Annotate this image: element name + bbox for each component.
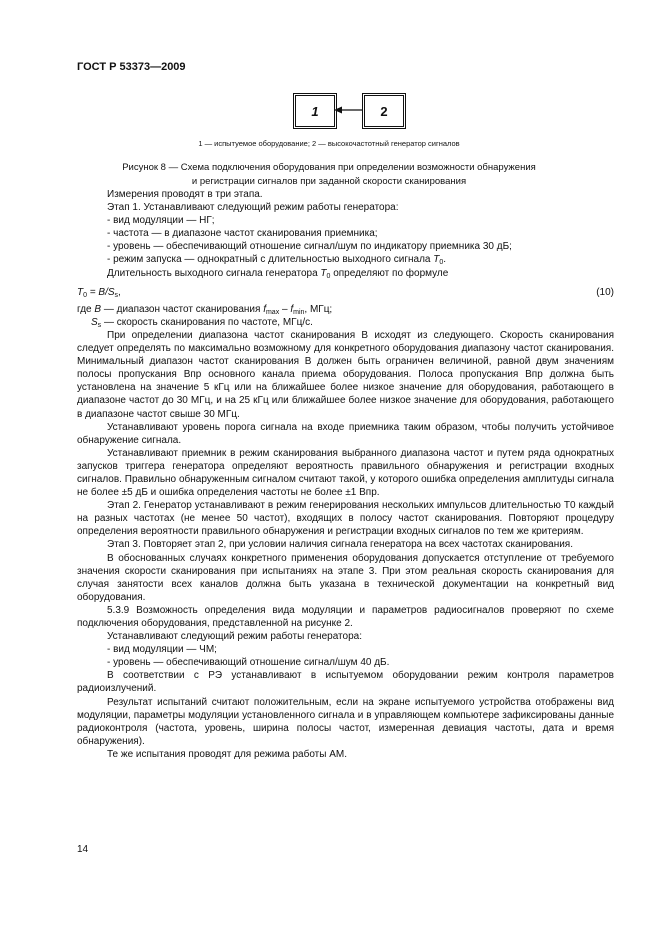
paragraph: Этап 2. Генератор устанавливают в режим генерирования нескольких импульсов длительностью T0 каждый на разных частотах (не менее 50 частот), входящих в полосу частот сканирования. Повторяют процедуру определения вероятности правильного обнаружения и регистрации входных сигналов по тем же критериям. [77, 500, 614, 538]
list-item: - режим запуска — однократный с длительностью выходного сигнала $T_0$. [107, 254, 447, 267]
paragraph: Устанавливают уровень порога сигнала на входе приемника таким образом, чтобы получить устойчивое обнаружение сигнала. [77, 421, 614, 446]
paragraph: Этап 3. Повторяет этап 2, при условии наличия сигнала генератора на всех частотах сканирования. [107, 539, 573, 551]
list-item: - уровень — обеспечивающий отношение сигнал/шум 40 дБ. [107, 657, 390, 669]
figure-caption-line-2: и регистрации сигналов при заданной скорости сканирования [191, 176, 467, 187]
paragraph: В соответствии с РЭ устанавливают в испытуемом оборудовании режим контроля параметров радиоизлучений. [77, 670, 614, 695]
paragraph: Результат испытаний считают положительным, если на экране испытуемого устройства отображены вид модуляции, параметры модуляции установленного сигнала и в управляющем компьютере зафиксированы данные радиоконтроля (частота, уровень, ширина полосы частот, измеренная девиация частоты, дата и время обнаружения). [77, 696, 614, 747]
body-text [77, 188, 614, 761]
equipment-under-test-box [293, 93, 337, 129]
paragraph: 5.3.9 Возможность определения вида модуляции и параметров радиосигналов проверяют по схеме подключения оборудования, представленной на рисунке 2. [77, 604, 614, 629]
paragraph: Длительность выходного сигнала генератора $T_0$ определяют по формуле [107, 267, 449, 280]
diagram-legend: 1 — испытуемое оборудование; 2 — высокочастотный генератор сигналов [198, 139, 460, 148]
figure-caption-line-1: Рисунок 8 — Схема подключения оборудования при определении возможности обнаружения [122, 162, 536, 173]
list-item: - уровень — обеспечивающий отношение сигнал/шум по индикатору приемника 30 дБ; [107, 241, 512, 253]
paragraph: При определении диапазона частот сканирования B исходят из следующего. Скорость сканирования следует определять по максимально возможному для конкретного оборудования диапазону частот сканирования. Минимальный диапазон частот сканирования B должен быть ограничен величиной, равной двум значениям полосы пропускания Bпр основного канала приема оборудования. Полоса пропускания Bпр должна быть установлена на значение 5 кГц или на ближайшее более низкое значение для оборудования, работающего в диапазоне частот до 30 МГц, и на 25 кГц или ближайшее более низкое значение для оборудования, работающего в диапазоне частот свыше 30 МГц. [77, 329, 614, 420]
paragraph: Устанавливают приемник в режим сканирования выбранного диапазона частот и путем ряда однократных запусков триггера генератора определяют вероятность правильного обнаружения и регистрации входных сигналов. Правильно обнаруженным сигналом считают такой, у которого ошибка определения амплитуды сигнала не более ±5 дБ и ошибка определения частоты не более ±1 Bпр. [77, 447, 614, 499]
signal-generator-box [362, 93, 406, 129]
list-item: - частота — в диапазоне частот сканирования приемника; [107, 228, 378, 240]
document-header: ГОСТ Р 53373—2009 [77, 61, 186, 73]
list-item: - вид модуляции — НГ; [107, 215, 215, 227]
box-1-label: 1 [311, 103, 319, 119]
box-2-label: 2 [380, 103, 388, 119]
formula-number: (10) [596, 286, 614, 298]
paragraph: Те же испытания проводят для режима работы АМ. [107, 748, 348, 760]
formula-10: $T_0 = B/S_s$, (10) [77, 286, 614, 299]
paragraph: В обоснованных случаях конкретного применения оборудования допускается отступление от требуемого значения скорости сканирования при испытаниях на этапе 3. При этом реальная скорость сканирования для случая занятости всех каналов должна быть указана в технической документации на конкретный вид оборудования. [77, 552, 614, 603]
paragraph: Устанавливают следующий режим работы генератора: [107, 631, 362, 643]
formula-legend-line-1: где B — диапазон частот сканирования $f_{max} - f_{min}$, МГц; [77, 303, 333, 316]
paragraph: Этап 1. Устанавливают следующий режим работы генератора: [107, 202, 399, 214]
figure-caption [77, 161, 581, 189]
list-item: - вид модуляции — ЧМ; [107, 644, 217, 656]
paragraph: Измерения проводят в три этапа. [107, 189, 263, 200]
formula-legend-line-2: $S_s$ — скорость сканирования по частоте, МГц/с. [91, 316, 313, 329]
connection-arrow [334, 105, 364, 115]
page-number: 14 [77, 844, 89, 855]
